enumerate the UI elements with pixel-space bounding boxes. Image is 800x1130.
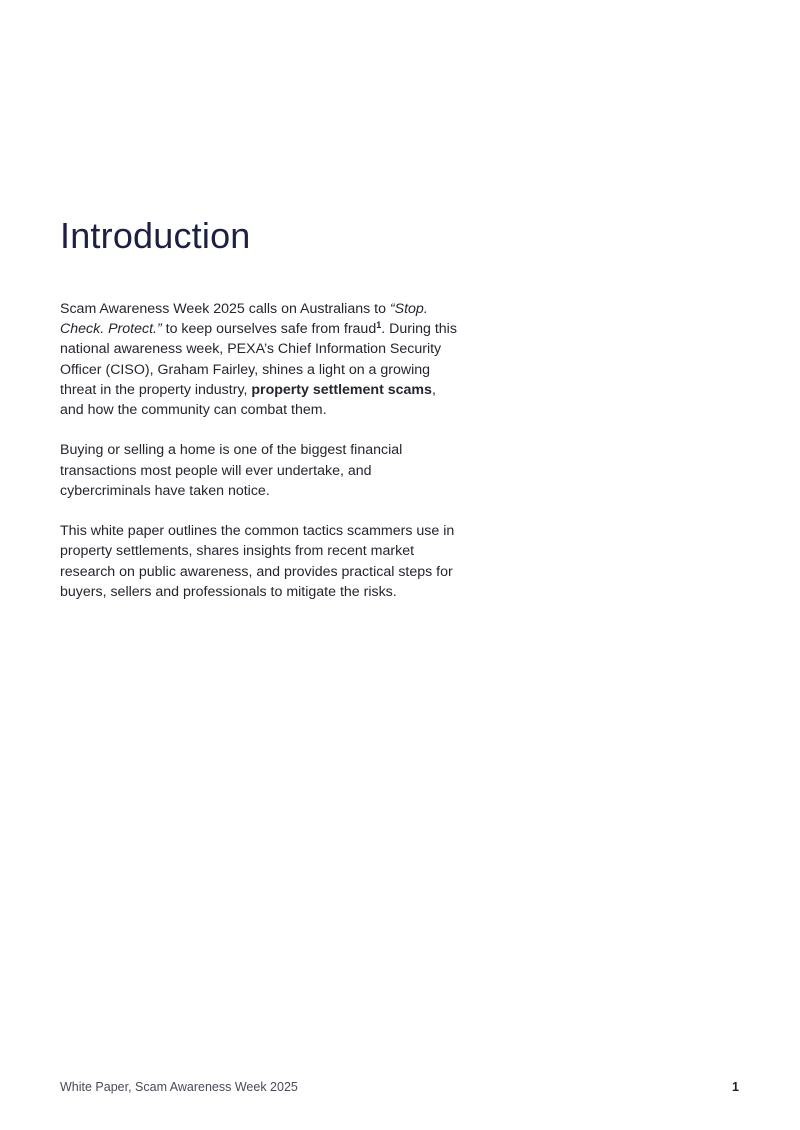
paragraph-outline: This white paper outlines the common tactics scammers use in property settlements, shares insights from recent market research on public awareness, and provides practical steps for buyers, sellers and professionals to mitigate the risks. bbox=[60, 523, 455, 600]
paragraph-intro-text-2: to keep ourselves safe from fraud bbox=[161, 321, 377, 338]
paragraph-intro-text-4: , and how the community can combat them. bbox=[60, 381, 436, 419]
paragraph-intro-text-3: . During this national awareness week, PEXA’s Chief Information Security Officer (CISO), Graham Fairley, shines a light on a growing threat in the property industry, bbox=[60, 321, 457, 398]
paragraph-context: Buying or selling a home is one of the biggest financial transactions most people will ever undertake, and cybercriminals have taken notice. bbox=[60, 442, 403, 499]
body-text bbox=[60, 299, 460, 622]
page-title: Introduction bbox=[60, 215, 251, 256]
footer-document-label: White Paper, Scam Awareness Week 2025 bbox=[60, 1080, 298, 1094]
footer-page-number: 1 bbox=[732, 1080, 739, 1094]
footnote-reference: 1 bbox=[376, 320, 382, 331]
key-term: property settlement scams bbox=[251, 381, 432, 398]
campaign-slogan: “Stop. Check. Protect.” bbox=[60, 301, 428, 338]
paragraph-intro bbox=[60, 299, 460, 420]
paragraph-intro-text-1: Scam Awareness Week 2025 calls on Australians to bbox=[60, 301, 390, 317]
